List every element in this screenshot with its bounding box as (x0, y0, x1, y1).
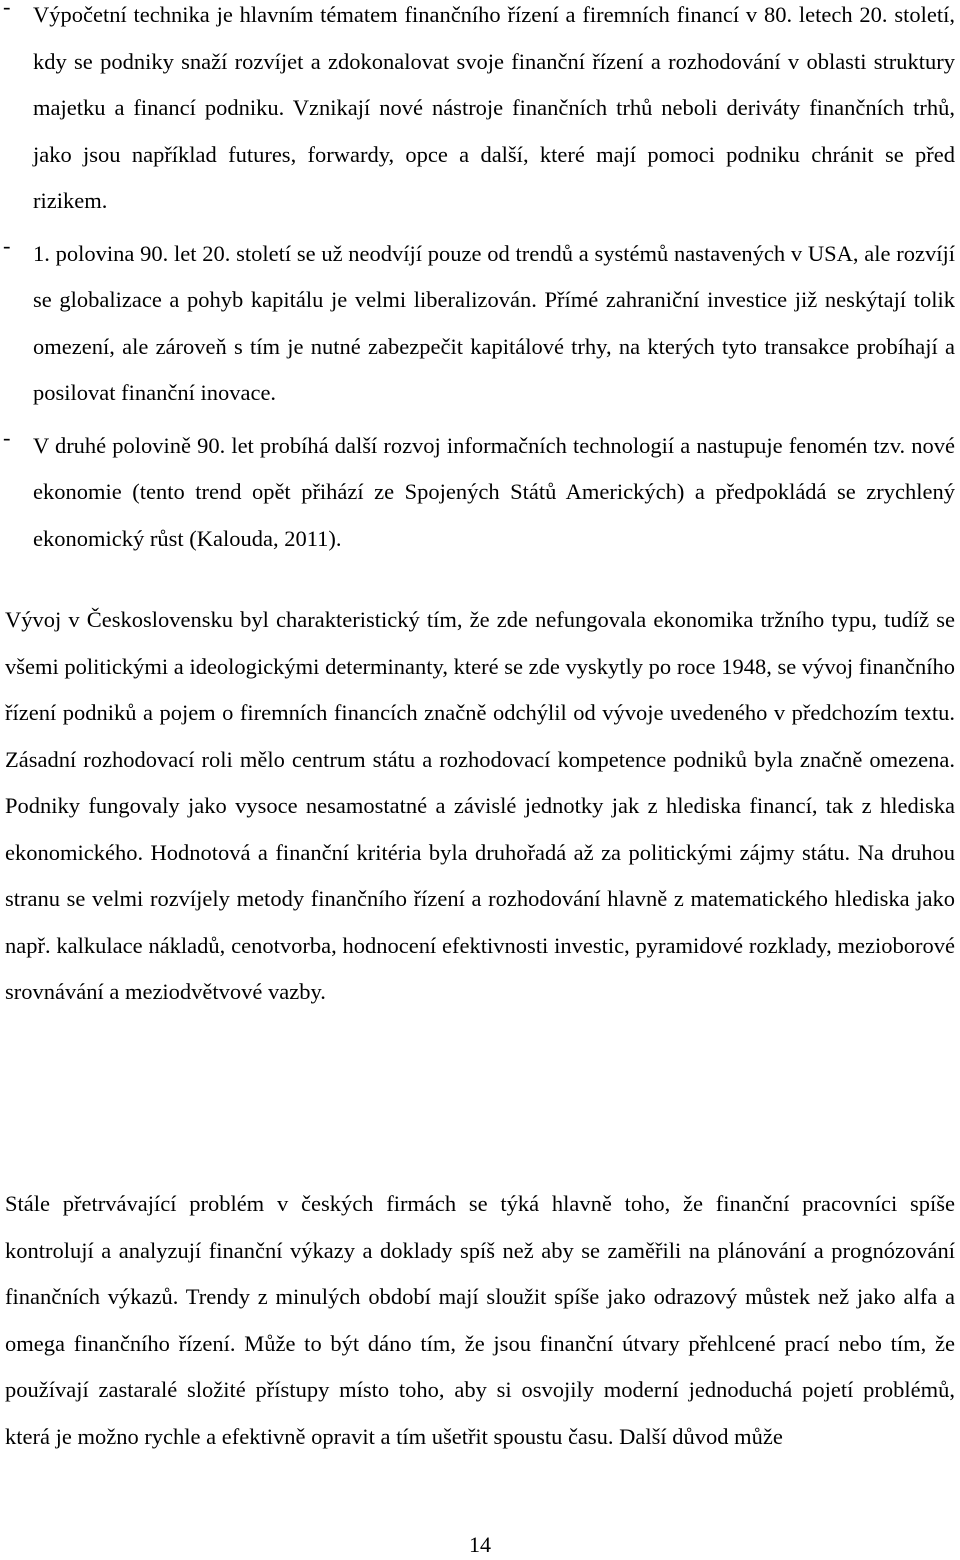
body-paragraph: Vývoj v Československu byl charakteristický tím, že zde nefungovala ekonomika tržního typu, tudíž se všemi politickými a ideologickými determinanty, které se zde vyskytly po roce 1948, se vývoj finančního řízení podniků a pojem o firemních financích značně odchýlil od vývoje uvedeného v předchozím textu. Zásadní rozhodovací roli mělo centrum státu a rozhodovací kompetence podniků byla značně omezena. Podniky fungovaly jako vysoce nesamostatné a závislé jednotky jak z hlediska financí, tak z hlediska ekonomického. Hodnotová a finanční kritéria byla druhořadá až za politickými zájmy státu. Na druhou stranu se velmi rozvíjely metody finančního řízení a rozhodování hlavně z matematického hlediska jako např. kalkulace nákladů, cenotvorba, hodnocení efektivnosti investic, pyramidové rozklady, mezioborové srovnávání a meziodvětvové vazby. (5, 607, 955, 1004)
body-paragraph: Stále přetrvávající problém v českých firmách se týká hlavně toho, že finanční pracovníci spíše kontrolují a analyzují finanční výkazy a doklady spíš než aby se zaměřili na plánování a prognózování finančních výkazů. Trendy z minulých období mají sloužit spíše jako odrazový můstek než jako alfa a omega finančního řízení. Může to být dáno tím, že jsou finanční útvary přehlcené prací nebo tím, že používají zastaralé složité přístupy místo toho, aby si osvojily moderní jednoduchá pojetí problémů, která je možno rychle a efektivně opravit a tím ušetřit spoustu času. Další důvod může (5, 1191, 955, 1449)
bullet-item (0, 0, 960, 225)
bullet-item (0, 231, 960, 417)
bullet-dash: - (3, 232, 11, 258)
bullet-item (0, 423, 960, 563)
bullet-list (0, 0, 960, 562)
bullet-text: Výpočetní technika je hlavním tématem finančního řízení a firemních financí v 80. letech 20. století, kdy se podniky snaží rozvíjet a zdokonalovat svoje finanční řízení a rozhodování v oblasti struktury majetku a financí podniku. Vznikají nové nástroje finančních trhů neboli deriváty finančních trhů, jako jsou například futures, forwardy, opce a další, které mají pomoci podniku chránit se před rizikem. (33, 2, 955, 213)
bullet-dash: - (3, 424, 11, 450)
bullet-text: 1. polovina 90. let 20. století se už neodvíjí pouze od trendů a systémů nastavených v USA, ale rozvíjí se globalizace a pohyb kapitálu je velmi liberalizován. Přímé zahraniční investice již neskýtají tolik omezení, ale zároveň s tím je nutné zabezpečit kapitálové trhy, na kterých tyto transakce probíhají a posilovat finanční inovace. (33, 240, 955, 405)
page-number: 14 (469, 1532, 491, 1557)
bullet-text: V druhé polovině 90. let probíhá další rozvoj informačních technologií a nastupuje fenomén tzv. nové ekonomie (tento trend opět přihází ze Spojených Států Amerických) a předpokládá se zrychlený ekonomický růst (Kalouda, 2011). (33, 432, 955, 551)
bullet-dash: - (3, 0, 11, 19)
